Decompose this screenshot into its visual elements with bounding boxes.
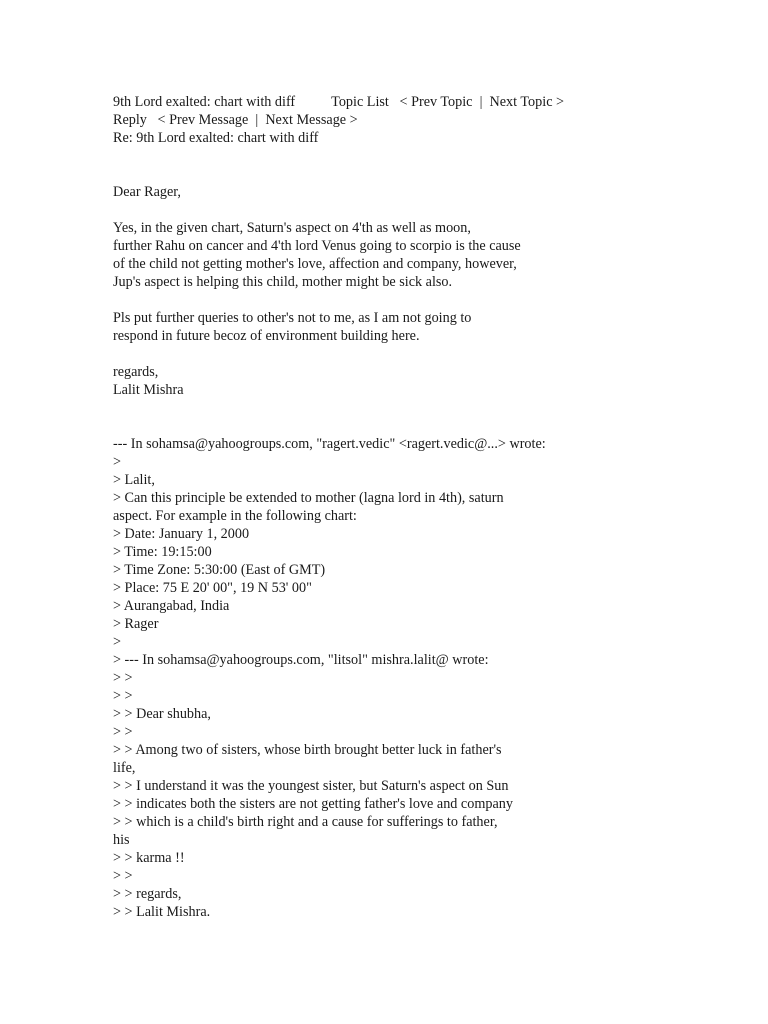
quoted-line: > Time Zone: 5:30:00 (East of GMT): [113, 562, 326, 578]
quoted-line: > >: [113, 688, 133, 704]
quoted-line: life,: [113, 760, 136, 776]
reply-link[interactable]: Reply: [113, 112, 147, 128]
quoted-line: > > regards,: [113, 886, 182, 902]
signature-line: Lalit Mishra: [113, 382, 184, 398]
quoted-line: > Date: January 1, 2000: [113, 526, 250, 542]
greeting: Dear Rager,: [113, 184, 181, 200]
quoted-line: > > Among two of sisters, whose birth brought better luck in father's: [113, 742, 502, 758]
quoted-line: > Can this principle be extended to mother (lagna lord in 4th), saturn: [113, 490, 504, 506]
quoted-line: > > which is a child's birth right and a cause for sufferings to father,: [113, 814, 498, 830]
quoted-line: > Time: 19:15:00: [113, 544, 212, 560]
message-nav-row: [113, 111, 733, 129]
next-message-link[interactable]: Next Message >: [265, 112, 358, 128]
quoted-line: > >: [113, 724, 133, 740]
topic-title: 9th Lord exalted: chart with diff: [113, 94, 296, 110]
quoted-line: > Lalit,: [113, 472, 155, 488]
body-line: Jup's aspect is helping this child, mother might be sick also.: [113, 274, 453, 290]
nav-separator: |: [479, 94, 483, 110]
topic-list-link[interactable]: Topic List: [331, 94, 389, 110]
quoted-line: > > Lalit Mishra.: [113, 904, 211, 920]
signature: [113, 363, 733, 399]
body-line: Yes, in the given chart, Saturn's aspect on 4'th as well as moon,: [113, 220, 471, 236]
quoted-line: > Aurangabad, India: [113, 598, 230, 614]
quoted-line: >: [113, 634, 122, 650]
body-line: respond in future becoz of environment building here.: [113, 328, 420, 344]
quoted-line: his: [113, 832, 130, 848]
quoted-line: >: [113, 454, 122, 470]
message-subject: Re: 9th Lord exalted: chart with diff: [113, 130, 319, 146]
quoted-line: > Place: 75 E 20' 00", 19 N 53' 00": [113, 580, 312, 596]
quoted-line: > Rager: [113, 616, 159, 632]
quoted-message: [113, 435, 733, 921]
prev-message-link[interactable]: < Prev Message: [157, 112, 249, 128]
body-paragraph-2: [113, 309, 733, 345]
quoted-line: > > indicates both the sisters are not getting father's love and company: [113, 796, 513, 812]
quoted-line: > > karma !!: [113, 850, 185, 866]
body-paragraph-1: [113, 219, 733, 291]
body-line: of the child not getting mother's love, affection and company, however,: [113, 256, 517, 272]
body-line: Pls put further queries to other's not to me, as I am not going to: [113, 310, 472, 326]
quoted-line: aspect. For example in the following chart:: [113, 508, 357, 524]
next-topic-link[interactable]: Next Topic >: [489, 94, 565, 110]
quoted-line: > >: [113, 670, 133, 686]
quoted-line: > > Dear shubha,: [113, 706, 211, 722]
quoted-line: > > I understand it was the youngest sister, but Saturn's aspect on Sun: [113, 778, 509, 794]
topic-nav-row: [113, 93, 733, 111]
quoted-line: --- In sohamsa@yahoogroups.com, "ragert.vedic" <ragert.vedic@...> wrote:: [113, 436, 546, 452]
quoted-line: > --- In sohamsa@yahoogroups.com, "litsol" mishra.lalit@ wrote:: [113, 652, 489, 668]
signature-line: regards,: [113, 364, 159, 380]
prev-topic-link[interactable]: < Prev Topic: [399, 94, 473, 110]
message-page: [113, 93, 733, 921]
quoted-line: > >: [113, 868, 133, 884]
nav-separator: |: [255, 112, 259, 128]
body-line: further Rahu on cancer and 4'th lord Venus going to scorpio is the cause: [113, 238, 521, 254]
